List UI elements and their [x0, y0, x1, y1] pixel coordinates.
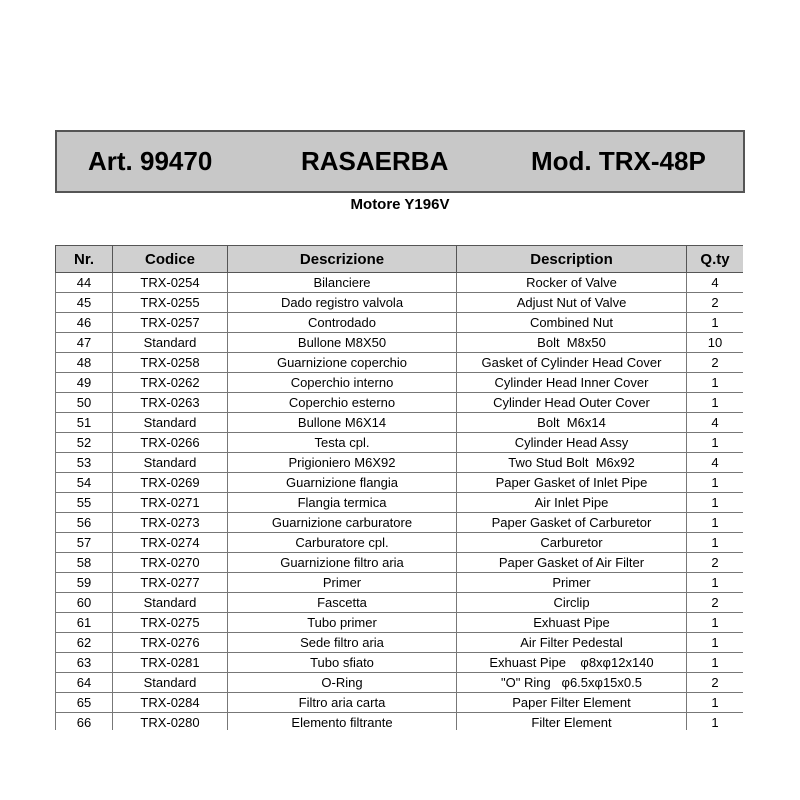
cell-nr: 62	[56, 633, 113, 653]
cell-codice: TRX-0257	[113, 313, 228, 333]
cell-qty: 2	[687, 353, 744, 373]
cell-nr: 66	[56, 713, 113, 731]
cell-nr: 63	[56, 653, 113, 673]
cell-codice: TRX-0262	[113, 373, 228, 393]
cell-nr: 51	[56, 413, 113, 433]
cell-description: Cylinder Head Outer Cover	[457, 393, 687, 413]
column-header-description: Description	[457, 246, 687, 273]
cell-descrizione: Controdado	[228, 313, 457, 333]
cell-descrizione: O-Ring	[228, 673, 457, 693]
cell-codice: Standard	[113, 333, 228, 353]
cell-description: Filter Element	[457, 713, 687, 731]
cell-codice: TRX-0273	[113, 513, 228, 533]
cell-qty: 1	[687, 533, 744, 553]
cell-codice: Standard	[113, 673, 228, 693]
table-row	[56, 633, 744, 653]
cell-descrizione: Dado registro valvola	[228, 293, 457, 313]
cell-nr: 64	[56, 673, 113, 693]
table-row	[56, 473, 744, 493]
cell-descrizione: Bullone M8X50	[228, 333, 457, 353]
cell-codice: Standard	[113, 453, 228, 473]
parts-table	[55, 245, 743, 730]
cell-descrizione: Fascetta	[228, 593, 457, 613]
cell-qty: 1	[687, 513, 744, 533]
parts-table-container	[55, 245, 743, 730]
table-row	[56, 713, 744, 731]
cell-qty: 1	[687, 473, 744, 493]
product-name: RASAERBA	[301, 146, 449, 176]
cell-description: Gasket of Cylinder Head Cover	[457, 353, 687, 373]
cell-qty: 1	[687, 633, 744, 653]
table-row	[56, 693, 744, 713]
table-row	[56, 593, 744, 613]
cell-qty: 2	[687, 593, 744, 613]
cell-nr: 52	[56, 433, 113, 453]
cell-nr: 65	[56, 693, 113, 713]
cell-codice: TRX-0254	[113, 273, 228, 293]
table-row	[56, 613, 744, 633]
cell-qty: 1	[687, 493, 744, 513]
cell-codice: TRX-0255	[113, 293, 228, 313]
cell-codice: TRX-0276	[113, 633, 228, 653]
cell-description: Exhuast Pipe φ8xφ12x140	[457, 653, 687, 673]
column-header-codice: Codice	[113, 246, 228, 273]
cell-description: Paper Gasket of Air Filter	[457, 553, 687, 573]
cell-descrizione: Flangia termica	[228, 493, 457, 513]
cell-codice: Standard	[113, 413, 228, 433]
table-row	[56, 673, 744, 693]
cell-qty: 1	[687, 693, 744, 713]
cell-nr: 45	[56, 293, 113, 313]
cell-description: Exhuast Pipe	[457, 613, 687, 633]
cell-description: Paper Gasket of Inlet Pipe	[457, 473, 687, 493]
cell-nr: 55	[56, 493, 113, 513]
cell-nr: 57	[56, 533, 113, 553]
cell-codice: TRX-0284	[113, 693, 228, 713]
cell-descrizione: Filtro aria carta	[228, 693, 457, 713]
cell-codice: TRX-0271	[113, 493, 228, 513]
table-row	[56, 513, 744, 533]
cell-qty: 1	[687, 433, 744, 453]
cell-description: Paper Filter Element	[457, 693, 687, 713]
cell-description: Rocker of Valve	[457, 273, 687, 293]
cell-qty: 2	[687, 553, 744, 573]
cell-qty: 1	[687, 373, 744, 393]
cell-qty: 2	[687, 673, 744, 693]
cell-description: Paper Gasket of Carburetor	[457, 513, 687, 533]
cell-nr: 54	[56, 473, 113, 493]
cell-description: Air Filter Pedestal	[457, 633, 687, 653]
table-row	[56, 333, 744, 353]
column-header-nr: Nr.	[56, 246, 113, 273]
cell-qty: 1	[687, 573, 744, 593]
column-header-qty: Q.ty	[687, 246, 744, 273]
table-row	[56, 433, 744, 453]
cell-nr: 58	[56, 553, 113, 573]
cell-descrizione: Guarnizione carburatore	[228, 513, 457, 533]
cell-description: Cylinder Head Inner Cover	[457, 373, 687, 393]
cell-codice: TRX-0280	[113, 713, 228, 731]
article-number: Art. 99470	[88, 146, 213, 176]
cell-descrizione: Carburatore cpl.	[228, 533, 457, 553]
table-row	[56, 553, 744, 573]
cell-descrizione: Prigioniero M6X92	[228, 453, 457, 473]
cell-codice: TRX-0258	[113, 353, 228, 373]
cell-nr: 61	[56, 613, 113, 633]
table-row	[56, 313, 744, 333]
cell-descrizione: Bullone M6X14	[228, 413, 457, 433]
cell-descrizione: Guarnizione coperchio	[228, 353, 457, 373]
cell-nr: 60	[56, 593, 113, 613]
cell-description: Two Stud Bolt M6x92	[457, 453, 687, 473]
cell-descrizione: Tubo primer	[228, 613, 457, 633]
table-row	[56, 273, 744, 293]
cell-nr: 46	[56, 313, 113, 333]
cell-nr: 53	[56, 453, 113, 473]
table-row	[56, 573, 744, 593]
table-row	[56, 413, 744, 433]
cell-qty: 1	[687, 613, 744, 633]
cell-codice: TRX-0281	[113, 653, 228, 673]
table-body	[56, 273, 744, 731]
table-row	[56, 653, 744, 673]
cell-codice: TRX-0266	[113, 433, 228, 453]
cell-description: Air Inlet Pipe	[457, 493, 687, 513]
cell-nr: 47	[56, 333, 113, 353]
cell-descrizione: Bilanciere	[228, 273, 457, 293]
model-number: Mod. TRX-48P	[531, 146, 706, 176]
table-row	[56, 493, 744, 513]
cell-description: Cylinder Head Assy	[457, 433, 687, 453]
cell-description: Combined Nut	[457, 313, 687, 333]
engine-subtitle: Motore Y196V	[350, 196, 450, 213]
cell-codice: Standard	[113, 593, 228, 613]
cell-qty: 2	[687, 293, 744, 313]
cell-description: Bolt M8x50	[457, 333, 687, 353]
cell-codice: TRX-0269	[113, 473, 228, 493]
cell-codice: TRX-0270	[113, 553, 228, 573]
cell-qty: 1	[687, 313, 744, 333]
cell-codice: TRX-0277	[113, 573, 228, 593]
cell-qty: 4	[687, 453, 744, 473]
cell-descrizione: Testa cpl.	[228, 433, 457, 453]
cell-descrizione: Elemento filtrante	[228, 713, 457, 731]
cell-description: Carburetor	[457, 533, 687, 553]
cell-descrizione: Sede filtro aria	[228, 633, 457, 653]
table-header-row	[56, 246, 744, 273]
cell-nr: 50	[56, 393, 113, 413]
cell-descrizione: Primer	[228, 573, 457, 593]
cell-description: Circlip	[457, 593, 687, 613]
cell-codice: TRX-0263	[113, 393, 228, 413]
table-row	[56, 293, 744, 313]
cell-nr: 49	[56, 373, 113, 393]
cell-description: Bolt M6x14	[457, 413, 687, 433]
title-banner	[55, 130, 745, 193]
cell-descrizione: Tubo sfiato	[228, 653, 457, 673]
table-row	[56, 533, 744, 553]
cell-codice: TRX-0275	[113, 613, 228, 633]
cell-codice: TRX-0274	[113, 533, 228, 553]
cell-qty: 1	[687, 393, 744, 413]
cell-description: Primer	[457, 573, 687, 593]
table-row	[56, 453, 744, 473]
cell-nr: 56	[56, 513, 113, 533]
table-row	[56, 373, 744, 393]
cell-qty: 1	[687, 713, 744, 731]
cell-descrizione: Coperchio interno	[228, 373, 457, 393]
cell-qty: 10	[687, 333, 744, 353]
cell-descrizione: Guarnizione filtro aria	[228, 553, 457, 573]
cell-qty: 4	[687, 413, 744, 433]
cell-nr: 44	[56, 273, 113, 293]
table-row	[56, 353, 744, 373]
cell-descrizione: Guarnizione flangia	[228, 473, 457, 493]
cell-description: Adjust Nut of Valve	[457, 293, 687, 313]
cell-nr: 59	[56, 573, 113, 593]
column-header-descrizione: Descrizione	[228, 246, 457, 273]
cell-qty: 1	[687, 653, 744, 673]
cell-nr: 48	[56, 353, 113, 373]
table-row	[56, 393, 744, 413]
cell-qty: 4	[687, 273, 744, 293]
cell-description: "O" Ring φ6.5xφ15x0.5	[457, 673, 687, 693]
cell-descrizione: Coperchio esterno	[228, 393, 457, 413]
